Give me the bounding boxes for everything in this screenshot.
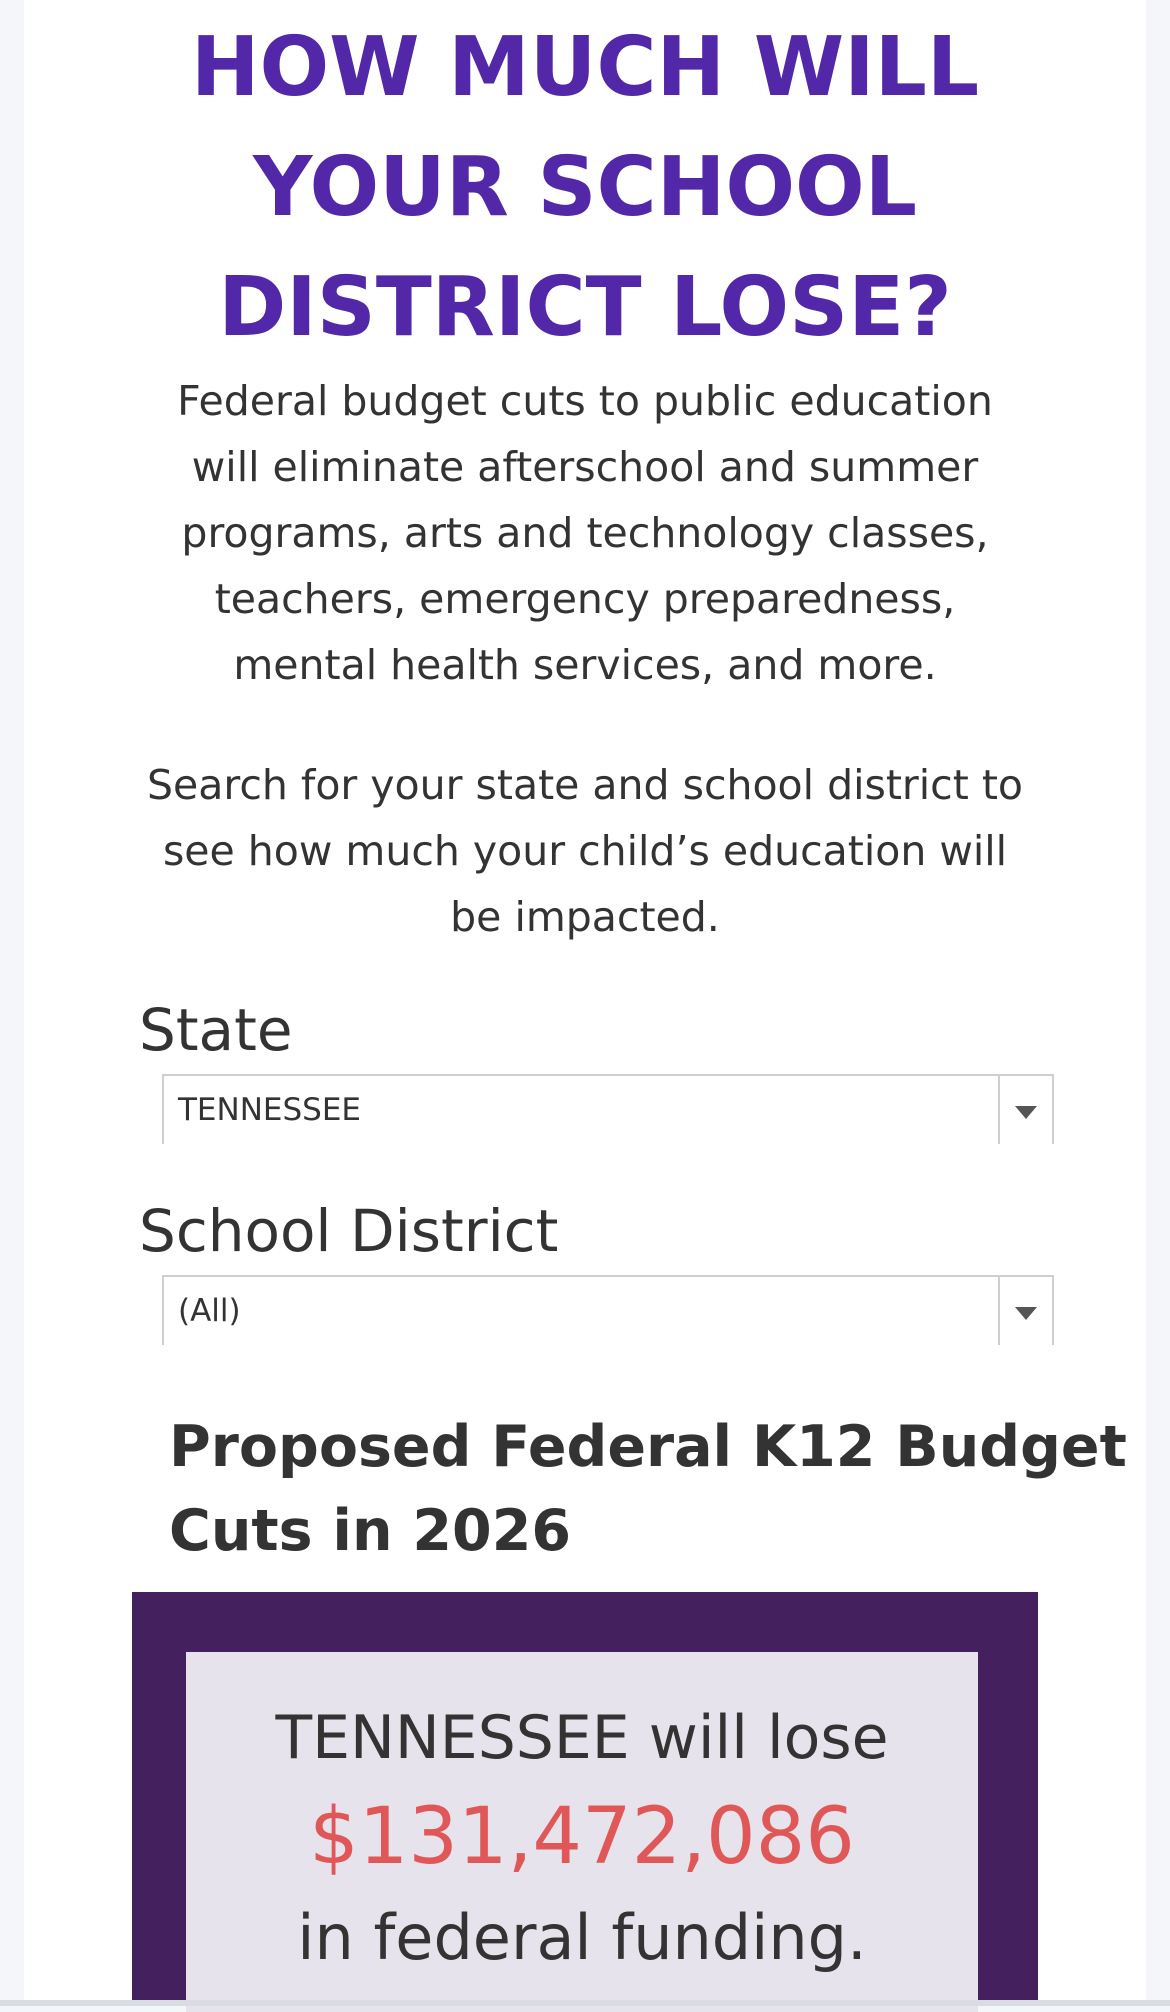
instructions-paragraph	[124, 752, 1046, 950]
state-select-value[interactable]: TENNESSEE	[178, 1092, 362, 1128]
intro-line: will eliminate afterschool and summer	[191, 443, 979, 491]
result-state-text: TENNESSEE will lose	[275, 1703, 889, 1773]
result-card	[186, 1652, 978, 2012]
intro-paragraph	[124, 368, 1046, 698]
result-funding-text: in federal funding.	[297, 1901, 867, 1974]
result-amount: $131,472,086	[309, 1792, 855, 1882]
intro-line: Federal budget cuts to public education	[177, 377, 993, 425]
instructions-line: be impacted.	[450, 893, 720, 941]
chevron-down-icon[interactable]	[1015, 1307, 1037, 1320]
instructions-line: see how much your child’s education will	[162, 827, 1008, 875]
intro-line: programs, arts and technology classes,	[181, 509, 989, 557]
school-district-dropdown-button[interactable]	[998, 1277, 1052, 1345]
section-title-line: Proposed Federal K12 Budget	[169, 1414, 1127, 1480]
section-title	[169, 1405, 1127, 1573]
intro-line: teachers, emergency preparedness,	[214, 575, 956, 623]
chevron-down-icon[interactable]	[1015, 1106, 1037, 1119]
intro-line: mental health services, and more.	[233, 641, 937, 689]
bottom-edge	[0, 2000, 1170, 2006]
headline-line: YOUR SCHOOL	[253, 140, 917, 235]
school-district-select[interactable]	[162, 1275, 1054, 1345]
page-headline	[24, 8, 1146, 368]
result-frame	[132, 1592, 1038, 2006]
school-district-label: School District	[139, 1197, 559, 1265]
state-label: State	[139, 996, 293, 1064]
section-title-line: Cuts in 2026	[169, 1498, 572, 1564]
headline-line: HOW MUCH WILL	[190, 20, 980, 115]
headline-line: DISTRICT LOSE?	[218, 260, 952, 355]
school-district-select-value[interactable]: (All)	[178, 1293, 241, 1329]
instructions-line: Search for your state and school district to	[147, 761, 1023, 809]
state-select[interactable]	[162, 1074, 1054, 1144]
state-dropdown-button[interactable]	[998, 1076, 1052, 1144]
